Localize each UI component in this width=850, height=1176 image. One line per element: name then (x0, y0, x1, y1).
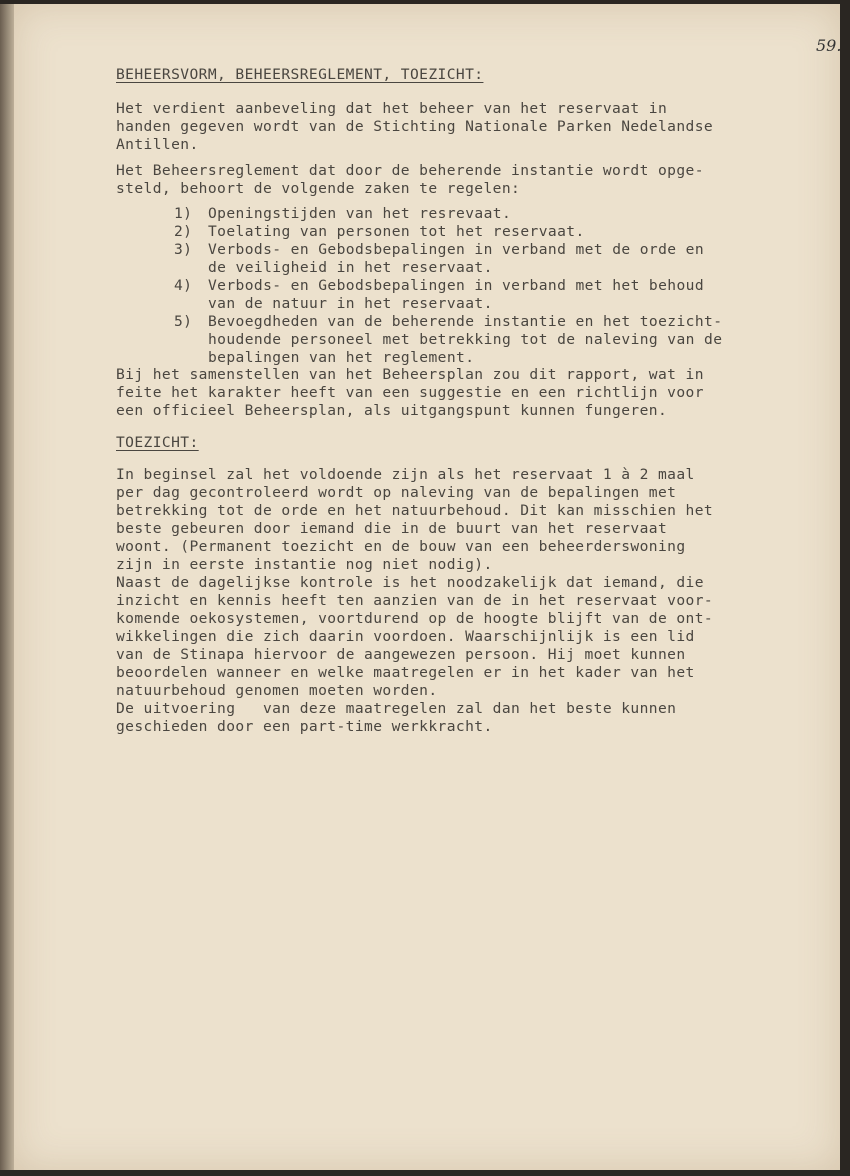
paragraph-toezicht (116, 466, 816, 736)
text-line: komende oekosystemen, voortdurend op de hoogte blijft van de ont- (116, 610, 714, 627)
text-line: handen gegeven wordt van de Stichting Nationale Parken Nedelandse (116, 118, 714, 135)
text-line: Bij het samenstellen van het Beheersplan zou dit rapport, wat in (116, 366, 704, 383)
section-heading-beheersvorm: BEHEERSVORM, BEHEERSREGLEMENT, TOEZICHT: (116, 66, 484, 83)
list-item-number: 3) (174, 241, 193, 258)
text-line: feite het karakter heeft van een suggestie en een richtlijn voor (116, 384, 704, 401)
text-line: een officieel Beheersplan, als uitgangspunt kunnen fungeren. (116, 402, 668, 419)
text-line: Het Beheersreglement dat door de beherende instantie wordt opge- (116, 162, 704, 179)
paragraph-beheersplan (116, 366, 816, 420)
list-item-number: 5) (174, 313, 193, 330)
text-line: Naast de dagelijkse kontrole is het noodzakelijk dat iemand, die (116, 574, 704, 591)
text-line: per dag gecontroleerd wordt op naleving van de bepalingen met (116, 484, 677, 501)
text-line: betrekking tot de orde en het natuurbehoud. Dit kan misschien het (116, 502, 714, 519)
document-page (14, 4, 840, 1170)
text-line: wikkelingen die zich daarin voordoen. Waarschijnlijk is een lid (116, 628, 695, 645)
list-item-number: 2) (174, 223, 193, 240)
text-line: Antillen. (116, 136, 199, 153)
text-line: beoordelen wanneer en welke maatregelen er in het kader van het (116, 664, 695, 681)
list-item (174, 241, 814, 277)
section-heading-toezicht: TOEZICHT: (116, 434, 199, 451)
list-item (174, 313, 814, 367)
text-line: steld, behoort de volgende zaken te regelen: (116, 180, 521, 197)
list-item-text: van de natuur in het reservaat. (208, 295, 493, 312)
text-line: zijn in eerste instantie nog niet nodig). (116, 556, 493, 573)
page-number: 59. (816, 36, 842, 55)
text-line: van de Stinapa hiervoor de aangewezen persoon. Hij moet kunnen (116, 646, 686, 663)
text-line: woont. (Permanent toezicht en de bouw van een beheerderswoning (116, 538, 686, 555)
list-item-text: Verbods- en Gebodsbepalingen in verband met het behoud (208, 277, 705, 294)
list-item (174, 205, 814, 223)
text-line: De uitvoering van deze maatregelen zal dan het beste kunnen (116, 700, 677, 717)
text-line: Het verdient aanbeveling dat het beheer van het reservaat in (116, 100, 668, 117)
text-line: geschieden door een part-time werkkracht. (116, 718, 493, 735)
list-item-text: Verbods- en Gebodsbepalingen in verband met de orde en (208, 241, 705, 258)
list-item-number: 4) (174, 277, 193, 294)
list-item (174, 223, 814, 241)
list-item-text: Openingstijden van het resrevaat. (208, 205, 512, 222)
text-line: inzicht en kennis heeft ten aanzien van de in het reservaat voor- (116, 592, 714, 609)
text-line: In beginsel zal het voldoende zijn als het reservaat 1 à 2 maal (116, 466, 695, 483)
paragraph-beheersreglement (116, 162, 816, 198)
text-line: beste gebeuren door iemand die in de buurt van het reservaat (116, 520, 668, 537)
list-item-text: de veiligheid in het reservaat. (208, 259, 493, 276)
list-item-number: 1) (174, 205, 193, 222)
list-item-text: bepalingen van het reglement. (208, 349, 475, 366)
list-item (174, 277, 814, 313)
paragraph-beheer (116, 100, 816, 154)
list-item-text: houdende personeel met betrekking tot de naleving van de (208, 331, 723, 348)
text-line: natuurbehoud genomen moeten worden. (116, 682, 438, 699)
list-item-text: Bevoegdheden van de beherende instantie en het toezicht- (208, 313, 723, 330)
regulation-list (174, 205, 814, 367)
list-item-text: Toelating van personen tot het reservaat. (208, 223, 585, 240)
